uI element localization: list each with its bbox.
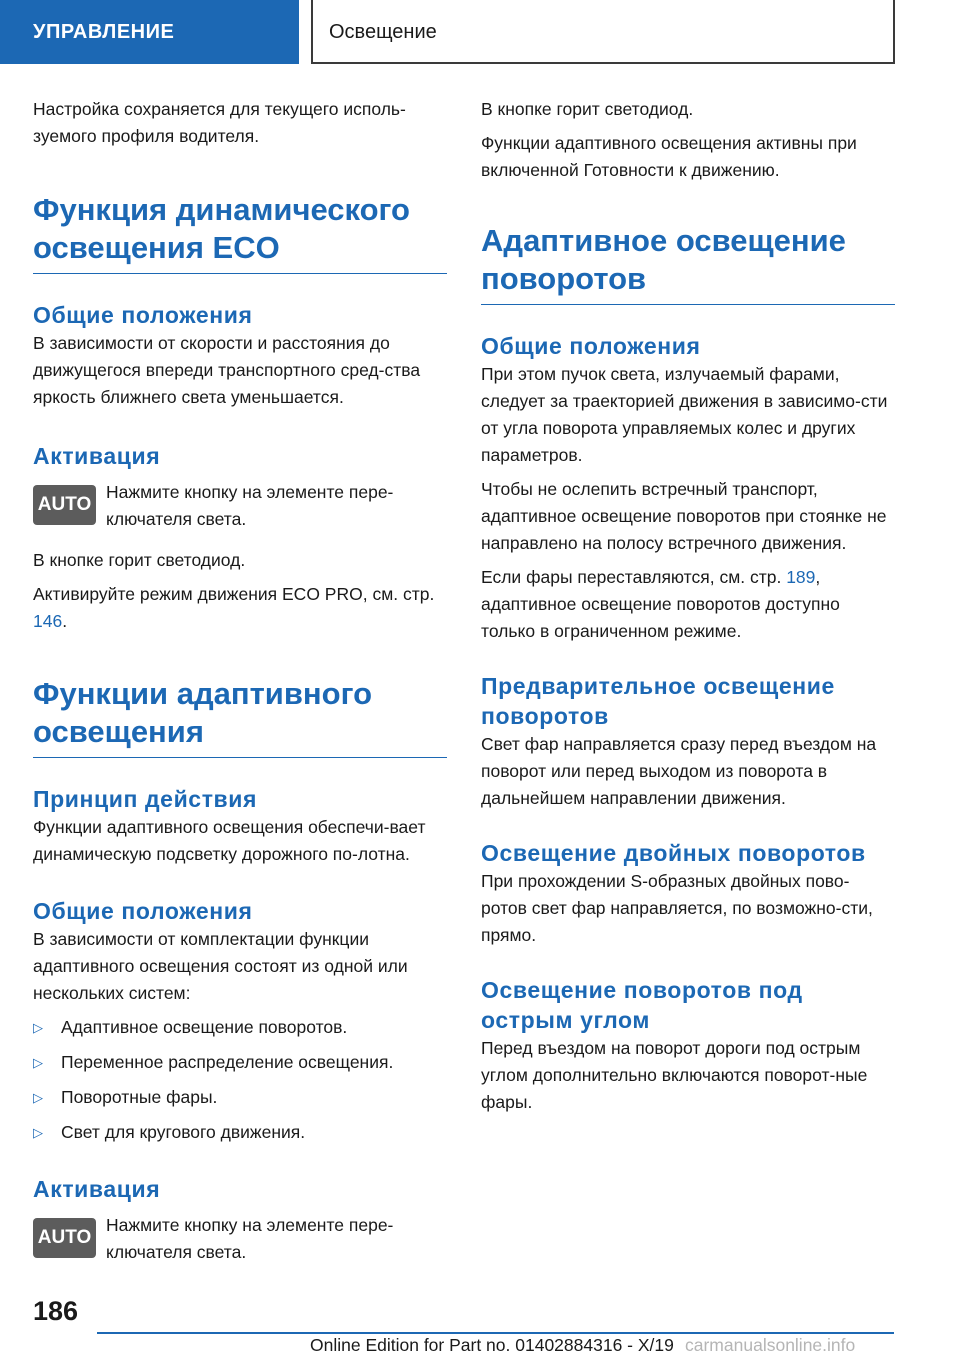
watermark-text: carmanualsonline.info <box>685 1335 856 1355</box>
left-column <box>33 96 447 1266</box>
sharp-turns-text: Перед въездом на поворот дороги под острым углом дополнительно включаются поворот-ные фары. <box>481 1038 868 1112</box>
sharp-turns-heading: Освещение поворотов под острым углом <box>481 977 803 1033</box>
eco-pro-text <box>33 581 447 635</box>
triangle-bullet-icon: ▷ <box>33 1090 43 1105</box>
eco-pro-text-end: . <box>62 611 68 631</box>
adaptive-activation-row <box>33 1212 447 1266</box>
eco-activation-heading: Активация <box>33 443 161 469</box>
adaptive-activation-heading: Активация <box>33 1176 161 1202</box>
auto-button-icon: AUTO <box>33 485 96 525</box>
auto-button-icon: AUTO <box>33 1218 96 1258</box>
list-item-text: Поворотные фары. <box>61 1087 218 1107</box>
intro-paragraph: Настройка сохраняется для текущего исполь-зуемого профиля водителя. <box>33 99 406 146</box>
list-item-text: Переменное распределение освещения. <box>61 1052 394 1072</box>
adaptive-section-title: Функции адаптивного освещения <box>33 675 447 758</box>
right-led-text: В кнопке горит светодиод. <box>481 99 694 119</box>
edition-text: Online Edition for Part no. 01402884316 - X/19 <box>310 1335 674 1355</box>
page-number: 186 <box>33 1296 79 1326</box>
triangle-bullet-icon: ▷ <box>33 1055 43 1070</box>
eco-led-text: В кнопке горит светодиод. <box>33 550 246 570</box>
triangle-bullet-icon: ▷ <box>33 1020 43 1035</box>
principle-heading: Принцип действия <box>33 786 258 812</box>
chapter-title: Освещение <box>311 0 895 64</box>
turns-general-p3-end: , адаптивное освещение поворотов доступно только в ограниченном режиме. <box>481 567 840 641</box>
right-active-text: Функции адаптивного освещения активны при включенной Готовности к движению. <box>481 133 857 180</box>
adaptive-general-heading: Общие положения <box>33 898 253 924</box>
page-link-146[interactable]: 146 <box>33 611 63 631</box>
adaptive-general-text: В зависимости от комплектации функции адаптивного освещения состоят из одной или нескольких систем: <box>33 929 408 1003</box>
pre-lighting-heading: Предварительное освещение поворотов <box>481 673 835 729</box>
double-turns-text: При прохождении S-образных двойных пово-ротов свет фар направляется, по возможно-сти, прямо. <box>481 871 873 945</box>
eco-activation-row <box>33 479 447 533</box>
principle-text: Функции адаптивного освещения обеспечи-вает динамическую подсветку дорожного по-лотна. <box>33 817 426 864</box>
list-item <box>33 1049 447 1076</box>
page-link-189[interactable]: 189 <box>786 567 816 587</box>
section-tab[interactable]: УПРАВЛЕНИЕ <box>0 0 299 64</box>
list-item <box>33 1084 447 1111</box>
turns-general-p3-start: Если фары переставляются, см. стр. <box>481 567 787 587</box>
triangle-bullet-icon: ▷ <box>33 1125 43 1140</box>
right-column <box>481 96 895 1116</box>
list-item <box>33 1119 447 1146</box>
turns-general-p2: Чтобы не ослепить встречный транспорт, адаптивное освещение поворотов при стоянке не направлено на полосу встречного движения. <box>481 479 887 553</box>
double-turns-heading: Освещение двойных поворотов <box>481 840 866 866</box>
list-item-text: Адаптивное освещение поворотов. <box>61 1017 348 1037</box>
systems-list <box>33 1014 447 1146</box>
eco-press-text: Нажмите кнопку на элементе пере-ключателя света. <box>106 482 394 529</box>
list-item <box>33 1014 447 1041</box>
adaptive-press-text: Нажмите кнопку на элементе пере-ключателя света. <box>106 1215 394 1262</box>
eco-general-text: В зависимости от скорости и расстояния до движущегося впереди транспортного сред-ства яркость ближнего света уменьшается. <box>33 333 421 407</box>
turns-general-heading: Общие положения <box>481 333 701 359</box>
turns-general-p3 <box>481 564 895 645</box>
turns-section-title: Адаптивное освещение поворотов <box>481 222 895 305</box>
eco-general-heading: Общие положения <box>33 302 253 328</box>
list-item-text: Свет для кругового движения. <box>61 1122 306 1142</box>
footer-divider <box>97 1332 894 1334</box>
eco-section-title: Функция динамического освещения ECO <box>33 191 447 274</box>
turns-general-p1: При этом пучок света, излучаемый фарами, следует за траекторией движения в зависимо-сти от угла поворота управляемых колес и других параметров. <box>481 364 888 465</box>
eco-pro-text-main: Активируйте режим движения ECO PRO, см. стр. <box>33 584 435 604</box>
pre-lighting-text: Свет фар направляется сразу перед въездом на поворот или перед выходом из поворота в дальнейшем направлении движения. <box>481 734 877 808</box>
